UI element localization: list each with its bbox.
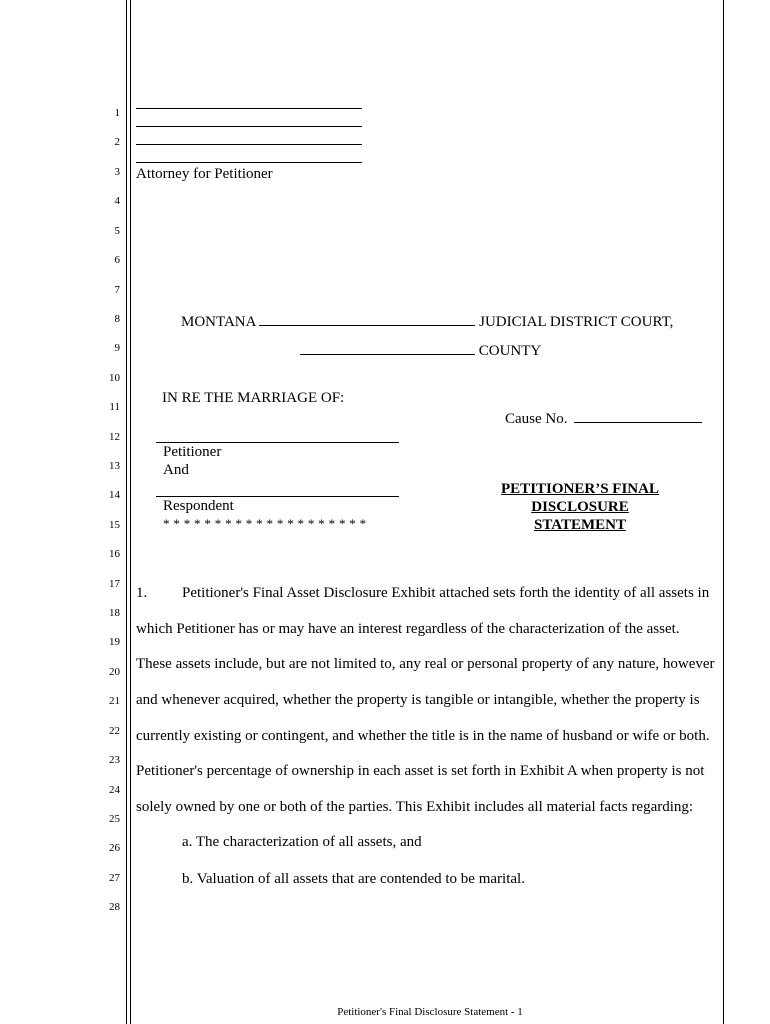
document-title-line-3: STATEMENT: [534, 517, 626, 533]
state-name: MONTANA: [181, 314, 256, 330]
line-number: 19: [109, 636, 120, 648]
court-label: JUDICIAL DISTRICT COURT,: [479, 314, 674, 330]
line-number: 27: [109, 872, 120, 884]
petitioner-label: Petitioner: [163, 444, 222, 460]
line-number: 8: [114, 313, 120, 325]
in-re-heading: IN RE THE MARRIAGE OF:: [162, 390, 345, 406]
list-item-a: a. The characterization of all assets, and: [182, 834, 422, 850]
respondent-name-line: [156, 496, 399, 497]
right-margin-rule: [723, 0, 724, 1024]
caption-star-divider: * * * * * * * * * * * * * * * * * * * *: [163, 516, 367, 531]
attorney-blank-line: [136, 162, 362, 163]
line-number: 21: [109, 695, 120, 707]
paragraph-line: which Petitioner has or may have an interest regardless of the characterization of the asset.: [136, 621, 680, 637]
county-label: COUNTY: [478, 343, 542, 359]
attorney-blank-line: [136, 108, 362, 109]
line-number: 24: [109, 784, 120, 796]
paragraph-line: These assets include, but are not limited to, any real or personal property of any nature, however: [136, 656, 715, 672]
line-number: 10: [109, 372, 120, 384]
line-number: 17: [109, 578, 120, 590]
county-line: [300, 340, 541, 360]
left-margin-rule-inner: [130, 0, 131, 1024]
line-number: 6: [114, 254, 120, 266]
cause-label: Cause No.: [505, 411, 568, 427]
attorney-blank-line: [136, 144, 362, 145]
county-blank: [300, 340, 475, 355]
line-number: 28: [109, 901, 120, 913]
line-number: 7: [114, 284, 120, 296]
paragraph-line: Petitioner's Final Asset Disclosure Exhibit attached sets forth the identity of all assets in: [182, 585, 710, 601]
line-number: 22: [109, 725, 120, 737]
line-number: 18: [109, 607, 120, 619]
line-number: 20: [109, 666, 120, 678]
line-number: 23: [109, 754, 120, 766]
petitioner-name-line: [156, 442, 399, 443]
paragraph-line: and whenever acquired, whether the property is tangible or intangible, whether the property is: [136, 692, 700, 708]
line-number: 15: [109, 519, 120, 531]
line-number: 16: [109, 548, 120, 560]
attorney-blank-line: [136, 126, 362, 127]
line-number: 9: [114, 342, 120, 354]
document-title-line-2: DISCLOSURE: [531, 499, 629, 515]
paragraph-line: currently existing or contingent, and whether the title is in the name of husband or wife or both.: [136, 728, 710, 744]
page-footer: Petitioner's Final Disclosure Statement - 1: [337, 1006, 523, 1018]
paragraph-line: Petitioner's percentage of ownership in each asset is set forth in Exhibit A when property is not: [136, 763, 705, 779]
line-number: 1: [114, 107, 120, 119]
line-number: 14: [109, 489, 120, 501]
respondent-label: Respondent: [163, 498, 234, 514]
line-number: 25: [109, 813, 120, 825]
line-number: 13: [109, 460, 120, 472]
line-number: 26: [109, 842, 120, 854]
court-line: [181, 311, 673, 331]
left-margin-rule-outer: [126, 0, 127, 1024]
line-number: 3: [114, 166, 120, 178]
line-number: 5: [114, 225, 120, 237]
document-title-line-1: PETITIONER’S FINAL: [501, 481, 659, 497]
attorney-label: Attorney for Petitioner: [136, 166, 273, 182]
cause-number-field: [505, 408, 702, 428]
paragraph-line: solely owned by one or both of the parties. This Exhibit includes all material facts regarding:: [136, 799, 694, 815]
cause-number-blank: [574, 408, 702, 423]
and-label: And: [163, 462, 189, 478]
line-number: 12: [109, 431, 120, 443]
line-number: 4: [114, 195, 120, 207]
district-blank: [259, 311, 475, 326]
line-number: 2: [114, 136, 120, 148]
line-number: 11: [109, 401, 120, 413]
paragraph-number: 1.: [136, 585, 148, 601]
list-item-b: b. Valuation of all assets that are contended to be marital.: [182, 871, 525, 887]
